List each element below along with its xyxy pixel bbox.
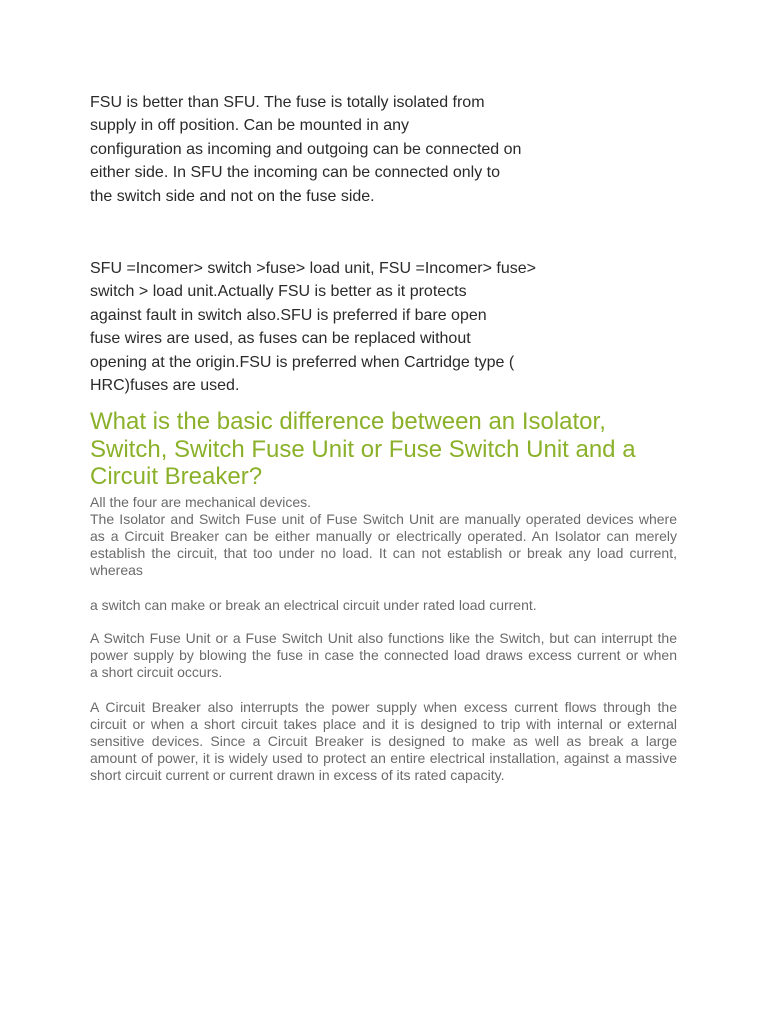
text-line: supply in off position. Can be mounted in any [90,117,410,135]
text-line: A Circuit Breaker also interrupts the power supply when excess current flows through the [90,699,677,715]
text-line: HRC)fuses are used. [90,377,240,395]
text-line: SFU =Incomer> switch >fuse> load unit, FSU =Incomer> fuse> [90,260,536,277]
text-line: the switch side and not on the fuse side. [90,187,375,205]
text-line: whereas [90,562,143,578]
text-line: as a Circuit Breaker can be either manually or electrically operated. An Isolator can merely [90,528,677,544]
text-line: either side. In SFU the incoming can be connected only to [90,164,501,182]
answer-paragraph-3 [90,630,677,681]
text-line: A Switch Fuse Unit or a Fuse Switch Unit also functions like the Switch, but can interrupt the [90,630,677,646]
text-line: establish the circuit, that too under no load. It can not establish or break any load current, [90,545,677,561]
section-heading [90,408,690,491]
text-line: FSU is better than SFU. The fuse is totally isolated from [90,94,485,111]
text-line: fuse wires are used, as fuses can be replaced without [90,330,471,348]
heading-line: What is the basic difference between an Isolator, [90,408,606,435]
heading-line: Switch, Switch Fuse Unit or Fuse Switch Unit and a [90,435,636,463]
intro-paragraph [90,91,521,208]
text-line: power supply by blowing the fuse in case the connected load draws excess current or when [90,647,677,663]
text-line: opening at the origin.FSU is preferred when Cartridge type ( [90,353,515,371]
text-line: against fault in switch also.SFU is preferred if bare open [90,306,487,324]
text-line: circuit or when a short circuit takes place and it is designed to trip with internal or external [90,716,677,732]
text-line: switch > load unit.Actually FSU is better as it protects [90,283,467,301]
answer-paragraph-2 [90,597,677,614]
text-line: amount of power, it is widely used to protect an entire electrical installation, against a massive [90,750,677,766]
text-line: sensitive devices. Since a Circuit Breaker is designed to make as well as break a large [90,733,677,749]
text-line: configuration as incoming and outgoing can be connected on [90,140,522,158]
answer-paragraph-1 [90,494,677,579]
comparison-paragraph [90,257,536,397]
text-line: a switch can make or break an electrical circuit under rated load current. [90,597,537,613]
text-line: All the four are mechanical devices. [90,494,311,510]
text-line: short circuit current or current drawn in excess of its rated capacity. [90,767,505,783]
text-line: The Isolator and Switch Fuse unit of Fuse Switch Unit are manually operated devices where [90,511,677,527]
answer-paragraph-4 [90,699,677,784]
heading-line: Circuit Breaker? [90,463,263,490]
text-line: a short circuit occurs. [90,664,223,680]
